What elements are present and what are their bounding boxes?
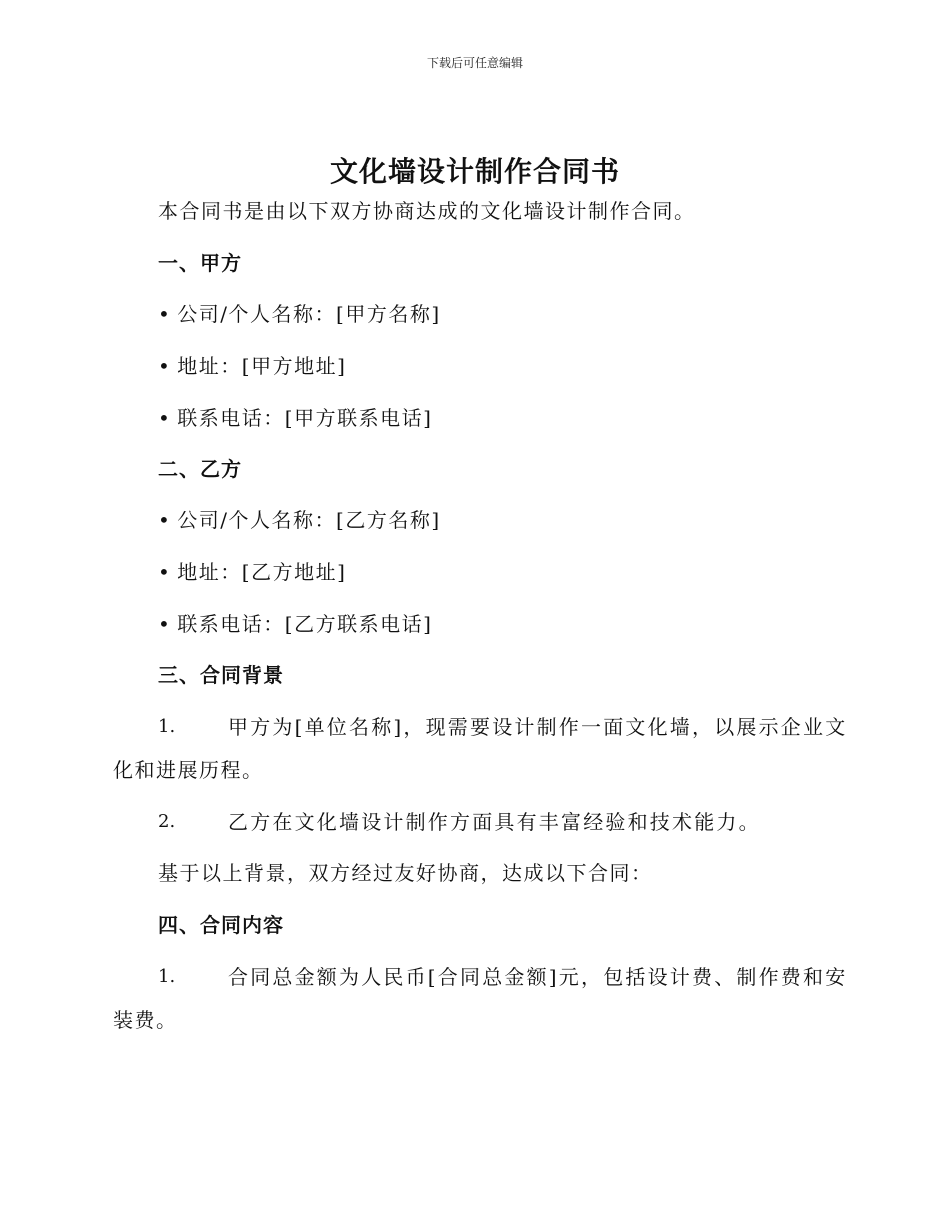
section-heading-background: 三、合同背景 xyxy=(158,663,284,687)
background-item-2: 乙方在文化墙设计制作方面具有丰富经验和技术能力。 xyxy=(228,810,761,834)
party-b-item xyxy=(158,558,346,586)
party-b-address: 地址：[乙方地址] xyxy=(177,560,347,584)
party-a-name: 公司/个人名称：[甲方名称] xyxy=(177,302,441,326)
section-heading-party-a: 一、甲方 xyxy=(158,251,242,275)
party-a-item xyxy=(158,300,441,328)
list-number: 1. xyxy=(158,716,176,737)
content-item-1-line1: 合同总金额为人民币[合同总金额]元，包括设计费、制作费和安 xyxy=(228,965,848,989)
list-number: 2. xyxy=(158,811,176,832)
party-b-item xyxy=(158,610,432,638)
party-b-name: 公司/个人名称：[乙方名称] xyxy=(177,508,441,532)
background-summary: 基于以上背景，双方经过友好协商，达成以下合同： xyxy=(158,861,653,885)
page-header-note: 下载后可任意编辑 xyxy=(426,56,523,70)
party-b-item xyxy=(158,506,441,534)
party-b-phone: 联系电话：[乙方联系电话] xyxy=(177,612,433,636)
document-title: 文化墙设计制作合同书 xyxy=(329,155,620,188)
bullet-icon: • xyxy=(158,508,172,532)
party-a-address: 地址：[甲方地址] xyxy=(177,354,347,378)
section-heading-content: 四、合同内容 xyxy=(158,913,284,937)
section-heading-party-b: 二、乙方 xyxy=(158,457,242,481)
bullet-icon: • xyxy=(158,354,172,378)
bullet-icon: • xyxy=(158,302,172,326)
party-a-item xyxy=(158,352,346,380)
intro-paragraph: 本合同书是由以下双方协商达成的文化墙设计制作合同。 xyxy=(158,199,696,223)
background-item-1-line2: 化和进展历程。 xyxy=(113,758,264,782)
background-item-1-line1: 甲方为[单位名称]，现需要设计制作一面文化墙，以展示企业文 xyxy=(228,715,848,739)
party-a-item xyxy=(158,404,432,432)
bullet-icon: • xyxy=(158,612,172,636)
party-a-phone: 联系电话：[甲方联系电话] xyxy=(177,406,433,430)
content-item-1-line2: 装费。 xyxy=(113,1008,178,1032)
list-number: 1. xyxy=(158,966,176,987)
bullet-icon: • xyxy=(158,406,172,430)
bullet-icon: • xyxy=(158,560,172,584)
